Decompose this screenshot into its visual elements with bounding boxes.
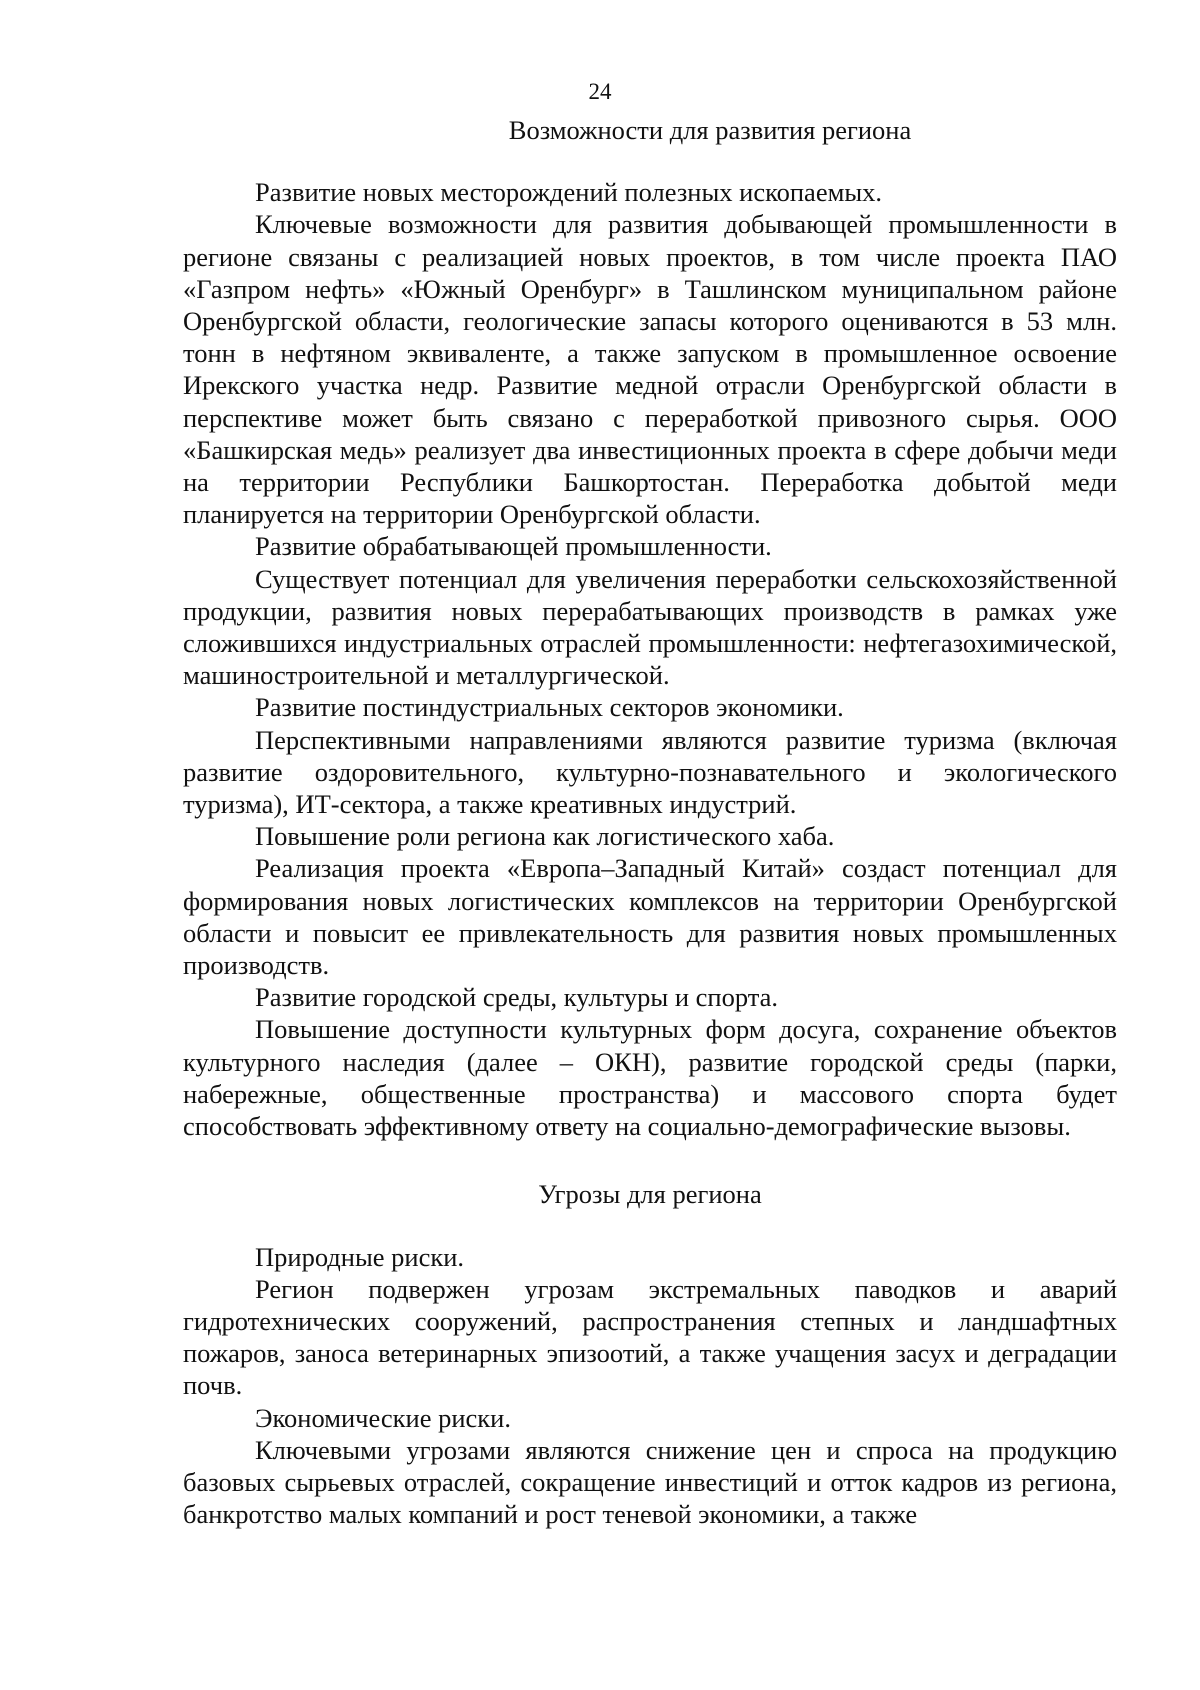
paragraph: Природные риски.: [255, 1241, 465, 1272]
paragraph: Повышение доступности культурных форм досуга, сохранение объектов культурного наследия (далее – ОКН), развитие городской среды (парки, набережные, общественные пространства) и массового спорта будет способствовать эффективному ответу на социально-демографические вызовы.: [183, 1014, 1117, 1142]
paragraph: Ключевыми угрозами являются снижение цен и спроса на продукцию базовых сырьевых отраслей, сокращение инвестиций и отток кадров из региона, банкротство малых компаний и рост теневой экономики, а также: [183, 1434, 1117, 1530]
section-heading-opportunities: Возможности для развития региона: [508, 115, 912, 145]
paragraph: Развитие постиндустриальных секторов экономики.: [255, 692, 844, 723]
paragraph: Развитие городской среды, культуры и спорта.: [255, 982, 779, 1013]
section-heading-threats: Угрозы для региона: [538, 1179, 762, 1210]
paragraph: Развитие обрабатывающей промышленности.: [255, 531, 772, 562]
paragraph: Повышение роли региона как логистического хаба.: [255, 821, 835, 852]
paragraph: Существует потенциал для увеличения переработки сельскохозяйственной продукции, развития новых перерабатывающих производств в рамках уже сложившихся индустриальных отраслей промышленности: нефтегазохимической, машиностроительной и металлургической.: [183, 563, 1117, 691]
paragraph: Регион подвержен угрозам экстремальных паводков и аварий гидротехнических сооружений, распространения степных и ландшафтных пожаров, заноса ветеринарных эпизоотий, а также учащения засух и деградации почв.: [183, 1273, 1117, 1401]
page-number: 24: [588, 79, 612, 104]
paragraph: Перспективными направлениями являются развитие туризма (включая развитие оздоровительного, культурно-познавательного и экологического туризма), ИТ-сектора, а также креативных индустрий.: [183, 724, 1117, 820]
paragraph: Ключевые возможности для развития добывающей промышленности в регионе связаны с реализацией новых проектов, в том числе проекта ПАО «Газпром нефть» «Южный Оренбург» в Ташлинском муниципальном районе Оренбургской области, геологические запасы которого оцениваются в 53 млн. тонн в нефтяном эквиваленте, а также запуском в промышленное освоение Ирекского участка недр. Развитие медной отрасли Оренбургской области в перспективе может быть связано с переработкой привозного сырья. ООО «Башкирская медь» реализует два инвестиционных проекта в сфере добычи меди на территории Республики Башкортостан. Переработка добытой меди планируется на территории Оренбургской области.: [183, 209, 1117, 530]
paragraph: Развитие новых месторождений полезных ископаемых.: [255, 177, 883, 208]
paragraph: Реализация проекта «Европа–Западный Китай» создаст потенциал для формирования новых логистических комплексов на территории Оренбургской области и повысит ее привлекательность для развития новых промышленных производств.: [183, 853, 1117, 981]
paragraph: Экономические риски.: [255, 1402, 511, 1433]
document-body: [183, 114, 1117, 1530]
